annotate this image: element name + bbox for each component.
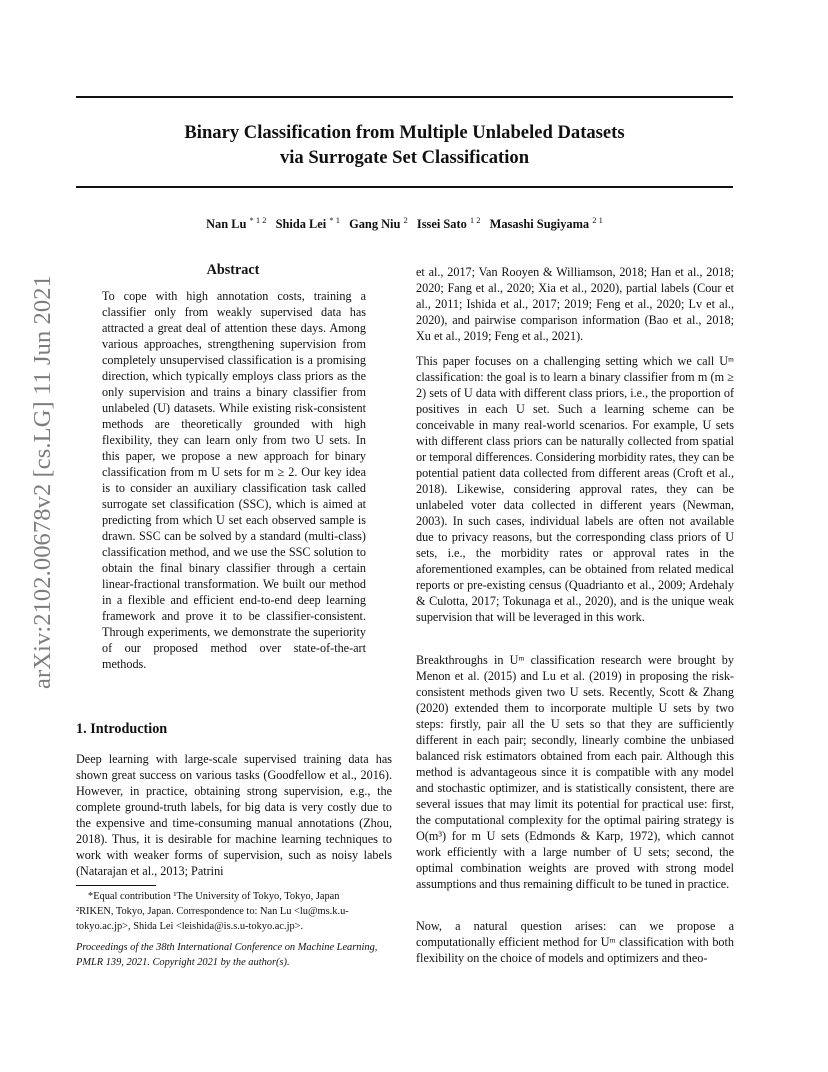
author-4: Issei Sato $^{1 2}$ (416, 215, 481, 232)
right-column-paragraph-1 (416, 264, 734, 344)
paper-title (76, 120, 733, 170)
footnote-line-1: *Equal contribution ¹The University of Tokyo, Tokyo, Japan (88, 891, 340, 902)
proceedings-text: Proceedings of the 38th International Conference on Machine Learning, PMLR 139, 2021. Copyright 2021 by the author(s). (76, 942, 378, 968)
abstract-body (102, 288, 366, 672)
paragraph-text: Now, a natural question arises: can we propose a computationally efficient method for Uᵐ classification with both flexibility on the choice of models and optimizers and theo- (416, 919, 734, 965)
paragraph-text: Breakthroughs in Uᵐ classification research were brought by Menon et al. (2015) and Lu et al. (2019) in proposing the risk-consistent methods given two U sets. Recently, Scott & Zhang (2020) extended them to incorporate multiple U sets by two steps: firstly, pair all the U sets so that they are sufficiently different in each pair; secondly, linearly combine the unbiased balanced risk estimators obtained from each pair. Although this method is advantageous since it is compatible with any model and stochastic optimizer, and is statistically consistent, there are several issues that may limit its potential for practical use: first, the computational complexity for the optimal pairing strategy is O(m³) for m U sets (Edmonds & Karp, 1972), which cannot work efficiently with a large number of U sets; second, the optimal combination weights are proved with strong model assumptions and thus remaining difficult to be tuned in practice. (416, 653, 734, 891)
right-column-paragraph-4 (416, 918, 734, 966)
title-top-rule (76, 96, 733, 98)
affiliation-footnote (76, 889, 392, 934)
author-2: Shida Lei $^{* 1}$ (275, 215, 340, 232)
arxiv-identifier: arXiv:2102.00678v2 [cs.LG] 11 Jun 2021 (29, 275, 56, 689)
proceedings-note (76, 940, 392, 970)
author-5: Masashi Sugiyama $^{2 1}$ (489, 215, 603, 232)
footnote-rule (76, 885, 156, 886)
footnote-line-2: ²RIKEN, Tokyo, Japan. Correspondence to: Nan Lu <lu@ms.k.u-tokyo.ac.jp>, Shida Lei <leishida@is.s.u-tokyo.ac.jp>. (76, 906, 349, 932)
section-heading-introduction: 1. Introduction (76, 721, 168, 737)
right-column-paragraph-3 (416, 652, 734, 892)
paragraph-text: et al., 2017; Van Rooyen & Williamson, 2018; Han et al., 2018; 2020; Fang et al., 2020; Xia et al., 2020), partial labels (Cour et al., 2011; Ishida et al., 2017; 2019; Feng et al., 2020; Lv et al., 2020), and pairwise comparison information (Bao et al., 2018; Xu et al., 2019; Feng et al., 2021). (416, 265, 734, 343)
title-line-1: Binary Classification from Multiple Unlabeled Datasets (184, 122, 625, 143)
abstract-text: To cope with high annotation costs, training a classifier only from weakly supervised data has attracted a great deal of attention these days. Among various approaches, strengthening supervision from completely unsupervised classification is a promising direction, which typically employs class priors as the only supervision and trains a binary classifier from unlabeled (U) datasets. While existing risk-consistent methods are theoretically grounded with high flexibility, they can learn only from two U sets. In this paper, we propose a new approach for binary classification from m U sets for m ≥ 2. Our key idea is to consider an auxiliary classification task called surrogate set classification (SSC), which is aimed at predicting from which U set each observed sample is drawn. SSC can be solved by a standard (multi-class) classification method, and we use the SSC solution to obtain the final binary classifier through a certain linear-fractional transformation. We built our method in a flexible and efficient end-to-end deep learning framework and prove it to be classifier-consistent. Through experiments, we demonstrate the superiority of our proposed method over state-of-the-art methods. (102, 289, 366, 671)
abstract-heading: Abstract (206, 262, 260, 278)
author-list (76, 212, 733, 232)
title-line-2: via Surrogate Set Classification (279, 147, 530, 168)
title-bottom-rule (76, 186, 733, 188)
right-column-paragraph-2 (416, 353, 734, 625)
introduction-text: Deep learning with large-scale supervised training data has shown great success on various tasks (Goodfellow et al., 2016). However, in practice, obtaining strong supervision, e.g., the complete ground-truth labels, for big data is very costly due to the expensive and time-consuming manual annotations (Zhou, 2018). Thus, it is desirable for machine learning techniques to work with weaker forms of supervision, such as noisy labels (Natarajan et al., 2013; Patrini (76, 752, 392, 878)
introduction-paragraph (76, 751, 392, 879)
paragraph-text: This paper focuses on a challenging setting which we call Uᵐ classification: the goal is to learn a binary classifier from m (m ≥ 2) sets of U data with different class priors, i.e., the proportion of positives in each U set. Such a learning scheme can be conceivable in many real-world scenarios. For example, U sets with different class priors can be naturally collected from spatial or temporal differences. Considering morbidity rates, they can be potential patient data collected from different areas (Croft et al., 2018). Likewise, considering approval rates, they can be unlabeled voter data collected in different years (Newman, 2003). In such cases, individual labels are often not available due to privacy reasons, but the corresponding class priors of U sets, i.e., the morbidity rates or approval rates in the aforementioned examples, can be obtained from related medical reports or pre-existing census (Quadrianto et al., 2009; Ardehaly & Culotta, 2017; Tokunaga et al., 2020), and is the unique weak supervision that will be leveraged in this work. (416, 354, 734, 624)
author-3: Gang Niu $^2$ (349, 215, 408, 232)
author-1: Nan Lu $^{* 1 2}$ (206, 215, 267, 232)
